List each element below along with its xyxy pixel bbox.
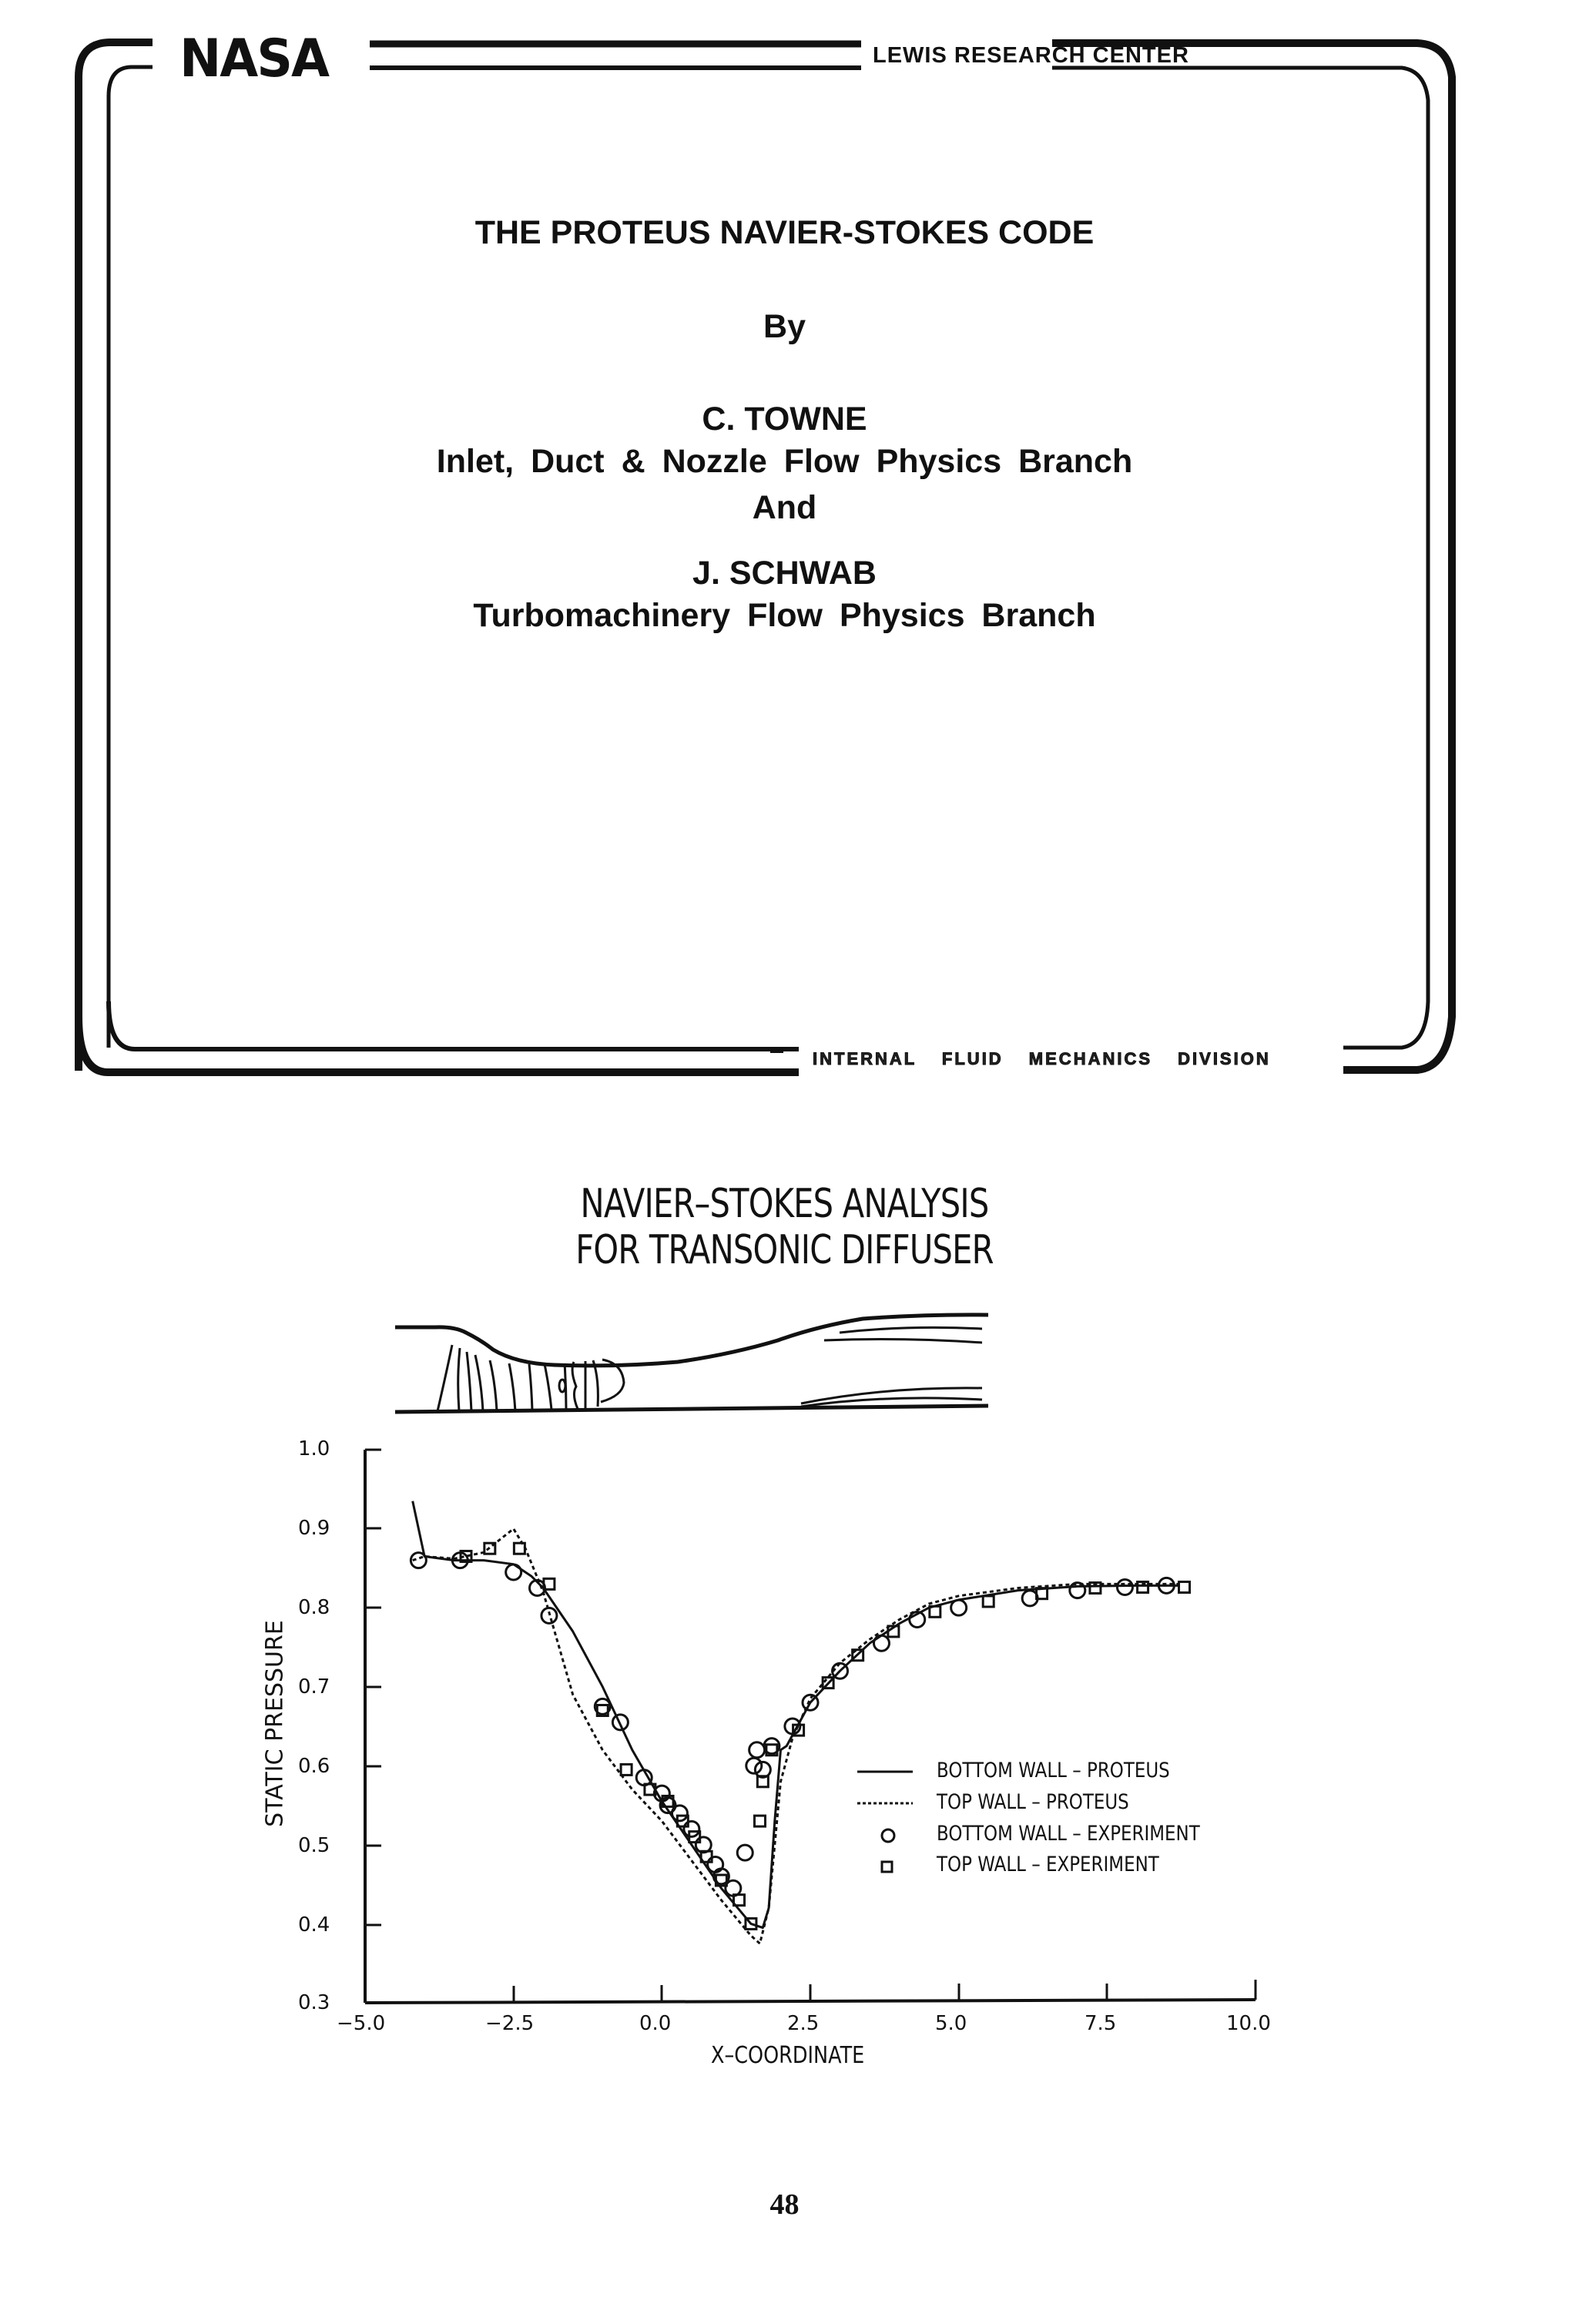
author-1-branch: Inlet, Duct & Nozzle Flow Physics Branch [436, 443, 1133, 480]
nasa-logo: NASA [179, 29, 329, 89]
bottom-wall-experiment-point [910, 1612, 925, 1628]
bottom-wall-experiment-point [746, 1758, 762, 1773]
legend-label-top-proteus: TOP WALL – PROTEUS [937, 1790, 1129, 1814]
bottom-wall-experiment-point [696, 1837, 711, 1853]
bottom-wall-experiment-point [684, 1821, 699, 1836]
x-tick--5.0: −5.0 [337, 2012, 386, 2035]
bottom-wall-experiment-point [1158, 1578, 1174, 1593]
bottom-wall-experiment-point [654, 1786, 669, 1801]
top-wall-experiment-point [701, 1851, 712, 1862]
top-wall-experiment-point [853, 1650, 863, 1661]
legend-square-icon [882, 1862, 892, 1872]
division-name: INTERNAL FLUID MECHANICS DIVISION [813, 1049, 1271, 1068]
bottom-wall-experiment-point [411, 1553, 426, 1568]
author-2: J. SCHWAB [692, 555, 877, 592]
top-wall-experiment-point [621, 1764, 632, 1775]
top-wall-experiment-point [766, 1745, 777, 1756]
top-wall-experiment-point [544, 1578, 555, 1589]
bottom-wall-experiment-point [612, 1715, 628, 1730]
bottom-wall-experiment-point [636, 1770, 652, 1786]
top-wall-experiment-point [757, 1776, 768, 1787]
top-wall-experiment-point [983, 1596, 994, 1607]
center-name: LEWIS RESEARCH CENTER [873, 43, 1189, 68]
bottom-wall-experiment-point [541, 1608, 557, 1623]
author-2-branch: Turbomachinery Flow Physics Branch [473, 597, 1096, 634]
bottom-wall-experiment-point [749, 1742, 765, 1758]
bottom-wall-experiment-point [1070, 1583, 1085, 1598]
top-wall-experiment-point [888, 1626, 899, 1637]
y-tick-0.5: 0.5 [298, 1834, 330, 1857]
x-tick-10.0: 10.0 [1226, 2012, 1271, 2035]
top-wall-experiment-point [677, 1816, 688, 1826]
top-wall-experiment-point [1179, 1581, 1190, 1592]
bottom-wall-experiment-point [452, 1553, 468, 1568]
legend-label-top-experiment: TOP WALL – EXPERIMENT [937, 1853, 1159, 1876]
top-wall-experiment-point [746, 1918, 756, 1929]
legend-circle-icon [882, 1829, 894, 1842]
and-label: And [752, 489, 817, 526]
x-tick-7.5: 7.5 [1085, 2012, 1117, 2035]
bottom-wall-experiment-point [873, 1635, 889, 1651]
bottom-wall-experiment-point [708, 1857, 723, 1873]
bottom-wall-experiment-point [1022, 1591, 1038, 1606]
figure-title-line-2: FOR TRANSONIC DIFFUSER [575, 1227, 994, 1273]
bottom-wall-experiment-point [713, 1869, 729, 1884]
top-wall-experiment-point [1037, 1588, 1048, 1599]
y-tick-0.6: 0.6 [298, 1755, 330, 1778]
bottom-wall-experiment-point [672, 1806, 687, 1821]
bottom-wall-experiment-point [660, 1798, 676, 1813]
x-tick-2.5: 2.5 [787, 2012, 820, 2035]
x-tick-5.0: 5.0 [935, 2012, 967, 2035]
top-wall-experiment-point [1138, 1581, 1148, 1592]
x-tick-0.0: 0.0 [639, 2012, 672, 2035]
bottom-wall-experiment-point [833, 1663, 848, 1678]
bottom-wall-experiment-point [785, 1719, 800, 1734]
top-wall-experiment-point [793, 1725, 804, 1735]
bottom-wall-experiment-point [726, 1880, 741, 1896]
top-wall-experiment-point [514, 1543, 525, 1554]
y-tick-0.8: 0.8 [298, 1596, 330, 1619]
top-wall-experiment-point [754, 1816, 765, 1826]
bottom-wall-experiment-point [529, 1581, 545, 1596]
top-wall-experiment-point [1090, 1583, 1101, 1594]
x-tick--2.5: −2.5 [485, 2012, 535, 2035]
y-tick-0.9: 0.9 [298, 1517, 330, 1540]
bottom-wall-experiment-point [755, 1762, 770, 1777]
y-tick-1.0: 1.0 [298, 1437, 330, 1460]
page-number: 48 [769, 2188, 800, 2221]
bottom-wall-experiment-point [764, 1739, 779, 1754]
bottom-wall-experiment-point [595, 1699, 610, 1714]
top-wall-experiment-point [823, 1678, 833, 1689]
figure-title-line-1: NAVIER–STOKES ANALYSIS [580, 1181, 989, 1227]
bottom-wall-experiment-point [506, 1564, 521, 1580]
author-1: C. TOWNE [702, 401, 867, 438]
y-axis-label: STATIC PRESSURE [261, 1620, 289, 1827]
bottom-wall-experiment-point [737, 1845, 753, 1860]
top-wall-experiment-point [484, 1543, 495, 1554]
top-wall-experiment-point [716, 1875, 726, 1886]
bottom-wall-experiment-point [803, 1695, 818, 1710]
top-wall-proteus-line [413, 1529, 1178, 1944]
top-wall-experiment-point [461, 1551, 471, 1561]
bottom-wall-experiment-point [1117, 1579, 1132, 1595]
legend-label-bottom-experiment: BOTTOM WALL – EXPERIMENT [937, 1822, 1200, 1846]
top-wall-experiment-point [597, 1705, 608, 1715]
by-label: By [763, 308, 806, 345]
x-axis-label: X–COORDINATE [711, 2042, 865, 2069]
bottom-wall-experiment-point [951, 1600, 967, 1615]
top-wall-experiment-point [734, 1895, 745, 1906]
document-title: THE PROTEUS NAVIER-STOKES CODE [474, 214, 1095, 251]
top-wall-experiment-point [645, 1784, 655, 1795]
top-wall-experiment-point [689, 1832, 700, 1843]
legend-label-bottom-proteus: BOTTOM WALL – PROTEUS [937, 1759, 1170, 1782]
top-wall-experiment-point [662, 1796, 673, 1806]
y-tick-0.3: 0.3 [298, 1991, 330, 2014]
top-wall-experiment-point [930, 1606, 940, 1617]
y-tick-0.4: 0.4 [298, 1913, 330, 1937]
y-tick-0.7: 0.7 [298, 1675, 330, 1699]
